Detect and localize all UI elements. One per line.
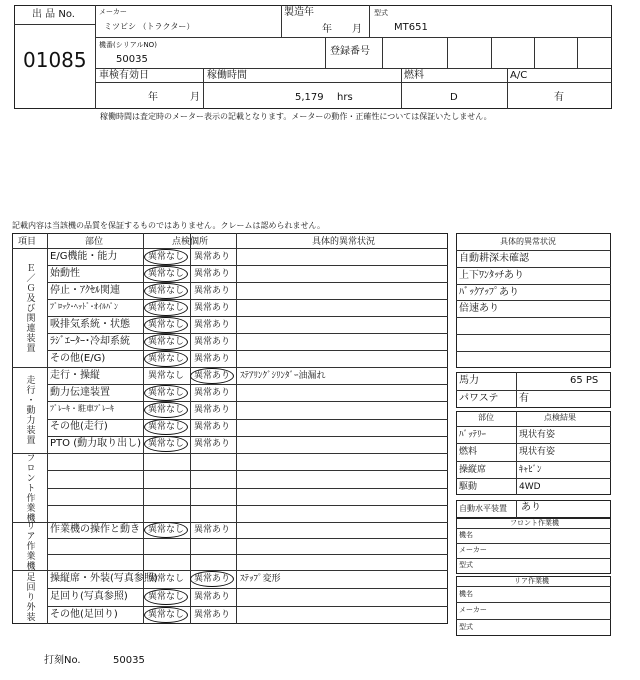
row-divider: [47, 554, 448, 555]
abnormal-option: 異常あり: [194, 286, 231, 296]
detail-title: 具体的異常状況: [500, 237, 556, 246]
selected-oval: [190, 571, 234, 587]
normal-option: 異常なし: [148, 337, 185, 347]
row-divider: [47, 350, 448, 351]
leveler-label: 自動水平装置: [459, 504, 507, 513]
check-line: [456, 478, 611, 479]
normal-option: 異常なし: [148, 286, 185, 296]
part-label: 操縦席・外装(写真参照): [50, 573, 158, 584]
abnormal-option: 異常あり: [194, 269, 231, 279]
power-label: 馬力: [459, 375, 479, 386]
year-label: 製造年: [284, 7, 314, 18]
rear-machine-name: 機名: [459, 590, 473, 598]
check-result: 現状有姿: [519, 430, 556, 440]
model-label: 型式: [374, 9, 388, 17]
check-result: 4WD: [519, 482, 541, 492]
selected-oval: [144, 334, 188, 350]
part-label: 走行・操縦: [50, 370, 100, 381]
row-divider: [47, 606, 448, 607]
abnormal-option: 異常あり: [194, 592, 231, 602]
front-machine-model: 型式: [459, 561, 473, 569]
part-label: 吸排気系統・状態: [50, 319, 130, 330]
registration-label: 登録番号: [330, 46, 370, 57]
normal-option: 異常なし: [148, 354, 185, 364]
selected-oval: [144, 300, 188, 316]
maker-value: ミツビシ （トラクター）: [104, 22, 195, 31]
abnormal-option: 異常あり: [194, 388, 231, 398]
group-divider: [12, 522, 448, 523]
check-result-header: 点検結果: [544, 413, 576, 422]
front-machine-name: 機名: [459, 531, 473, 539]
check-part: 操縦席: [459, 465, 487, 475]
normal-option: 異常なし: [148, 303, 185, 313]
check-line: [456, 443, 611, 444]
row-divider: [47, 436, 448, 437]
hours-note: 稼働時間は査定時のメーター表示の記載となります。メーターの動作・正確性については保証いたしません。: [100, 112, 492, 121]
abnormal-option: 異常あり: [194, 354, 231, 364]
detail-item: 倍速あり: [459, 303, 499, 314]
part-label: 始動性: [50, 268, 80, 279]
normal-option: 異常なし: [148, 610, 185, 620]
row-divider: [47, 505, 448, 506]
serial-value: 50035: [116, 54, 148, 65]
normal-option: 異常なし: [148, 439, 185, 449]
part-label: 動力伝達装置: [50, 387, 110, 398]
selected-oval: [144, 402, 188, 418]
normal-option: 異常なし: [148, 269, 185, 279]
part-label: PTO (動力取り出し): [50, 438, 141, 449]
row-divider: [47, 282, 448, 283]
normal-option: 異常なし: [148, 592, 185, 602]
row-divider: [47, 538, 448, 539]
check-line: [456, 461, 611, 462]
pas-label: パワステ: [459, 393, 499, 404]
detail-line: [456, 284, 611, 285]
rear-machine-maker: メーカー: [459, 606, 487, 614]
leveler-value: あり: [521, 502, 541, 513]
selected-oval: [144, 607, 188, 623]
lot-number: 01085: [23, 48, 87, 72]
ac-label: A/C: [510, 70, 528, 81]
fuel-value: D: [450, 92, 458, 103]
rear-machine-model: 型式: [459, 623, 473, 631]
detail-title-line: [456, 250, 611, 251]
pas-value: 有: [519, 393, 529, 404]
group-divider: [12, 367, 448, 368]
detail-line: [456, 267, 611, 268]
abnormal-option: 異常あり: [194, 337, 231, 347]
row-divider: [47, 588, 448, 589]
row-divider: [47, 488, 448, 489]
row-divider: [47, 470, 448, 471]
part-label: その他(足回り): [50, 609, 118, 620]
abnormal-option: 異常あり: [194, 371, 231, 381]
part-label: E/G機能・能力: [50, 251, 118, 262]
detail-item: ﾊﾞｯｸｱｯﾌﾟあり: [459, 287, 519, 298]
normal-option: 異常なし: [148, 371, 185, 381]
normal-option: 異常なし: [148, 422, 185, 432]
abnormal-option: 異常あり: [194, 574, 231, 584]
abnormal-option: 異常あり: [194, 252, 231, 262]
col-part-header: 部位: [85, 237, 104, 247]
normal-option: 異常なし: [148, 405, 185, 415]
row-divider: [47, 333, 448, 334]
row-divider: [47, 401, 448, 402]
selected-oval: [144, 419, 188, 435]
power-value: 65 PS: [570, 375, 599, 386]
model-value: MT651: [394, 22, 428, 33]
rear-machine-title: リア作業機: [514, 577, 549, 585]
abnormal-option: 異常あり: [194, 610, 231, 620]
part-label: 停止・ｱｸｾﾙ関連: [50, 285, 120, 296]
group-label: Ｅ／Ｇ及び関連装置: [24, 262, 35, 353]
col-item-header: 項目: [18, 237, 37, 247]
col-detail-header: 具体的異常状況: [312, 237, 376, 247]
stamp-value: 50035: [113, 655, 145, 666]
abnormal-option: 異常あり: [194, 422, 231, 432]
col-check-header: 点検個所: [172, 237, 209, 247]
check-part-header: 部位: [478, 413, 494, 422]
part-label: 作業機の操作と動き: [50, 524, 140, 535]
inspection-label: 車検有効日: [99, 70, 149, 81]
detail-line: [456, 334, 611, 335]
normal-option: 異常なし: [148, 525, 185, 535]
check-result: ｷｬﾋﾞﾝ: [519, 465, 542, 475]
row-divider: [47, 316, 448, 317]
month-unit: 月: [352, 24, 362, 35]
detail-text: ｽﾃｱﾘﾝｸﾞｼﾘﾝﾀﾞｰ油漏れ: [240, 371, 326, 381]
inspection-month: 月: [190, 92, 200, 103]
group-label: 足回り外装: [24, 572, 35, 622]
selected-oval: [144, 317, 188, 333]
normal-option: 異常なし: [148, 252, 185, 262]
inspection-year: 年: [148, 92, 158, 103]
abnormal-option: 異常あり: [194, 320, 231, 330]
hours-value: 5,179: [295, 92, 324, 103]
check-part: 燃料: [459, 447, 478, 457]
detail-item: 自動耕深未確認: [459, 253, 529, 264]
part-label: ﾌﾞﾛｯｸ･ﾍｯﾄﾞ･ｵｲﾙﾊﾟﾝ: [50, 302, 118, 311]
part-label: その他(走行): [50, 421, 108, 432]
abnormal-option: 異常あり: [194, 439, 231, 449]
selected-oval: [144, 522, 188, 538]
group-label: 走行・動力装置: [24, 375, 35, 445]
row-divider: [47, 384, 448, 385]
selected-oval: [144, 385, 188, 401]
detail-line: [456, 317, 611, 318]
part-label: 足回り(写真参照): [50, 591, 128, 602]
detail-line: [456, 351, 611, 352]
detail-line: [456, 300, 611, 301]
check-part: 駆動: [459, 482, 478, 492]
detail-text: ｽﾃｯﾌﾟ変形: [240, 574, 281, 584]
year-unit: 年: [322, 24, 332, 35]
normal-option: 異常なし: [148, 388, 185, 398]
group-label: リア作業機: [24, 521, 35, 571]
front-machine-title: フロント作業機: [510, 519, 559, 527]
disclaimer-note: 記載内容は当該機の品質を保証するものではありません。クレームは認められません。: [12, 221, 325, 230]
group-label: フロント作業機: [24, 452, 35, 523]
selected-oval: [144, 589, 188, 605]
selected-oval: [144, 283, 188, 299]
hours-unit: hrs: [337, 92, 353, 103]
abnormal-option: 異常あり: [194, 405, 231, 415]
check-result: 現状有姿: [519, 447, 556, 457]
row-divider: [47, 419, 448, 420]
table-header-line: [12, 248, 448, 249]
serial-label: 機番(シリアルNO): [99, 41, 157, 49]
group-divider: [12, 453, 448, 454]
normal-option: 異常なし: [148, 574, 185, 584]
abnormal-option: 異常あり: [194, 525, 231, 535]
stamp-label: 打刻No.: [44, 655, 81, 666]
group-divider: [12, 570, 448, 571]
row-divider: [47, 299, 448, 300]
check-header-line: [456, 426, 611, 427]
selected-oval: [144, 266, 188, 282]
selected-oval: [144, 351, 188, 367]
part-label: ﾌﾞﾚｰｷ・駐車ﾌﾞﾚｰｷ: [50, 404, 114, 413]
part-label: その他(E/G): [50, 353, 106, 364]
detail-item: 上下ﾜﾝﾀｯﾁあり: [459, 270, 524, 281]
abnormal-option: 異常あり: [194, 303, 231, 313]
row-divider: [47, 265, 448, 266]
maker-label: メーカー: [99, 8, 127, 16]
front-machine-maker: メーカー: [459, 546, 487, 554]
fuel-label: 燃料: [404, 70, 424, 81]
lot-number-label: 出 品 No.: [32, 9, 75, 20]
selected-oval: [144, 249, 188, 265]
normal-option: 異常なし: [148, 320, 185, 330]
check-part: ﾊﾞｯﾃﾘｰ: [459, 430, 487, 440]
hours-label: 稼働時間: [207, 70, 247, 81]
ac-value: 有: [554, 92, 564, 103]
selected-oval: [190, 368, 234, 384]
part-label: ﾗｼﾞｴｰﾀｰ･冷却系統: [50, 336, 130, 347]
selected-oval: [144, 436, 188, 452]
